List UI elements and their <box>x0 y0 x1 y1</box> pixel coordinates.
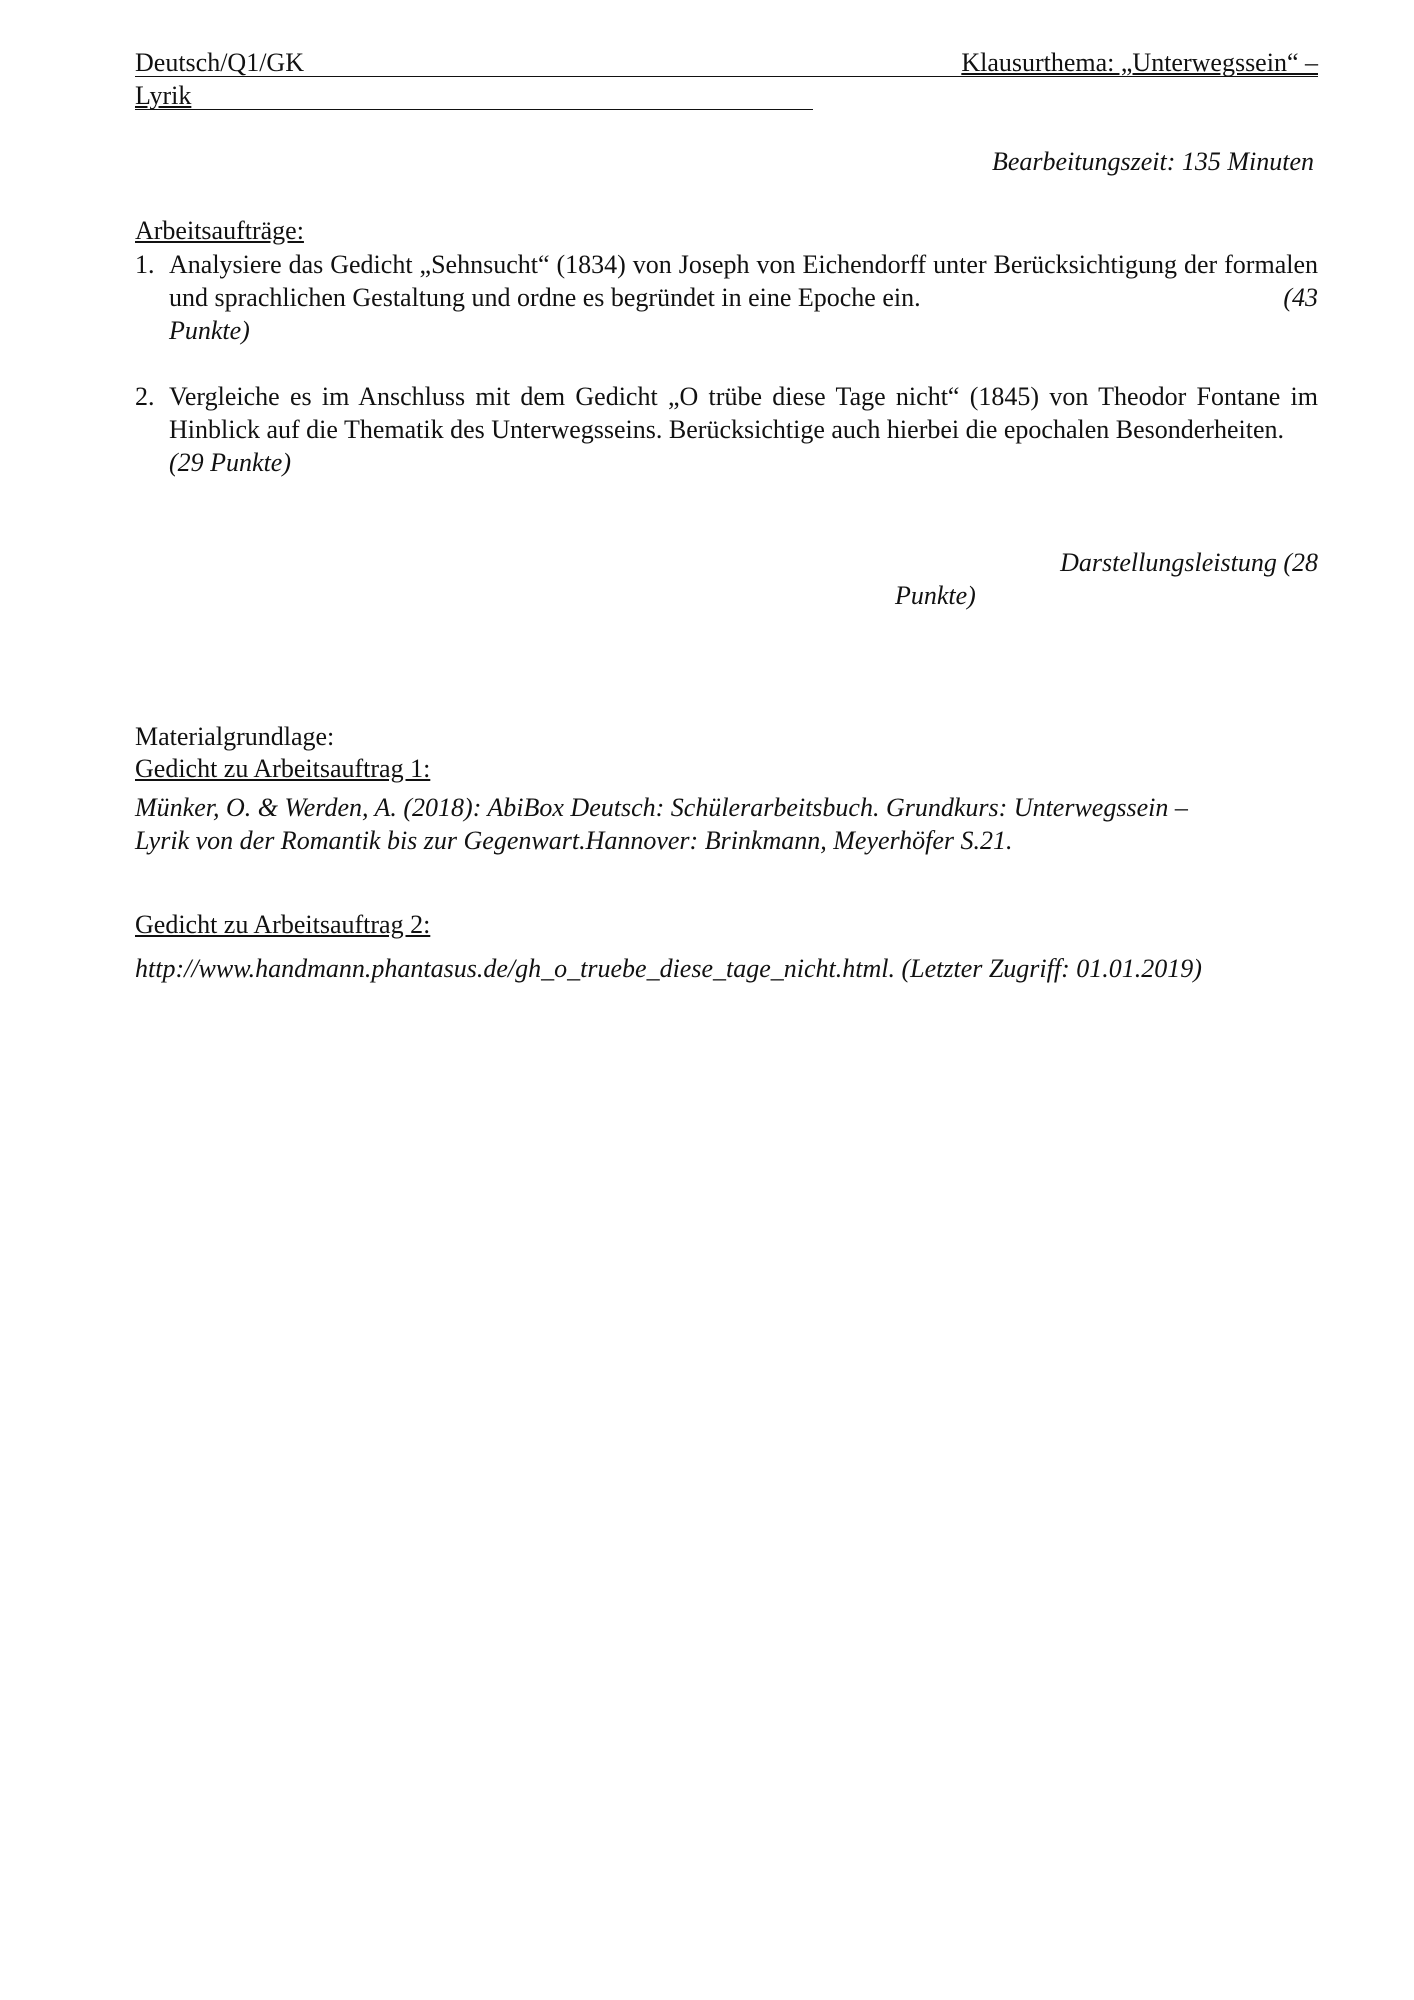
material-heading: Materialgrundlage: <box>135 722 335 751</box>
header-rule-1 <box>135 76 1318 77</box>
task-points: (29 Punkte) <box>169 448 292 477</box>
task-number: 1. <box>135 250 155 279</box>
reference-line: Münker, O. & Werden, A. (2018): AbiBox Deutsch: Schülerarbeitsbuch. Grundkurs: Unterwegssein – <box>135 793 1188 822</box>
material-subheading-2: Gedicht zu Arbeitsauftrag 2: <box>135 910 431 939</box>
task-text <box>169 380 1318 479</box>
tasks-heading: Arbeitsaufträge: <box>135 216 304 245</box>
task-description: Analysiere das Gedicht „Sehnsucht“ (1834) von Joseph von Eichendorff unter Berücksichtigung der formalen und sprachlichen Gestaltung und ordne es begründet in eine Epoche ein. <box>169 250 1318 312</box>
header-line-2: Lyrik <box>135 81 192 110</box>
header-line-1 <box>135 46 1318 79</box>
material-reference-1 <box>135 791 1318 857</box>
document-page <box>135 46 1318 983</box>
header-rule-2 <box>135 109 813 110</box>
task-number: 2. <box>135 382 155 411</box>
task-points: (43 <box>1283 283 1318 312</box>
presentation-score <box>135 546 1318 612</box>
page-header <box>135 46 1318 116</box>
course-label: Deutsch/Q1/GK <box>135 48 304 77</box>
material-subheading-1: Gedicht zu Arbeitsauftrag 1: <box>135 754 431 783</box>
exam-topic: Klausurthema: „Unterwegssein“ – <box>961 48 1318 77</box>
presentation-score-label: Darstellungsleistung (28 <box>1060 548 1318 577</box>
working-time: Bearbeitungszeit: 135 Minuten <box>991 147 1314 176</box>
presentation-score-continued: Punkte) <box>895 581 976 610</box>
task-points-continued: Punkte) <box>169 316 250 345</box>
reference-line: Lyrik von der Romantik bis zur Gegenwart.Hannover: Brinkmann, Meyerhöfer S.21. <box>135 826 1013 855</box>
material-reference-2: http://www.handmann.phantasus.de/gh_o_truebe_diese_tage_nicht.html. (Letzter Zugriff: 01.01.2019) <box>135 954 1202 983</box>
task-description: Vergleiche es im Anschluss mit dem Gedicht „O trübe diese Tage nicht“ (1845) von Theodor Fontane im Hinblick auf die Thematik des Unterwegsseins. Berücksichtige auch hierbei die epochalen Besonderheiten. <box>169 382 1318 444</box>
task-item <box>135 248 1318 347</box>
task-item <box>135 380 1318 479</box>
task-text <box>169 248 1318 347</box>
